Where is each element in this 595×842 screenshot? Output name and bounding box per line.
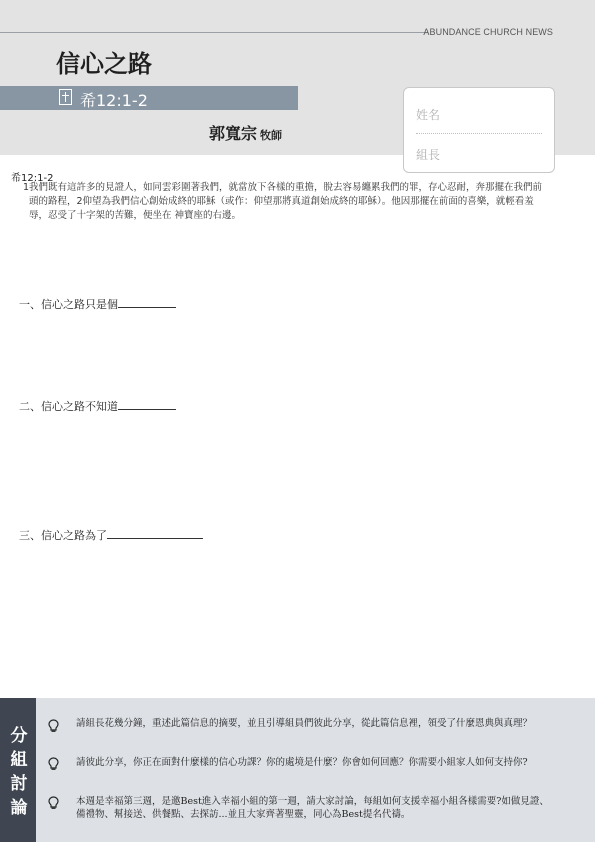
answer-blank-3[interactable] [107,528,203,539]
question-3-text: 三、信心之路為了 [19,529,107,542]
scripture-reference: 希12:1-2 [80,91,148,110]
sermon-title: 信心之路 [56,50,152,78]
question-1-text: 一、信心之路只是個 [19,298,118,311]
discussion-label-char: 分 [10,726,28,746]
discussion-label-char: 組 [10,750,28,770]
discussion-label [9,724,29,820]
passage-reference: 希12:1-2 [11,173,54,184]
name-field-label[interactable]: 姓名 [416,108,441,122]
answer-blank-1[interactable] [118,297,176,308]
pastor-title: 牧師 [260,129,283,142]
discussion-label-char: 論 [10,798,28,818]
lightbulb-icon [48,719,59,733]
question-1 [19,296,176,312]
dotted-divider [416,133,542,134]
answer-blank-2[interactable] [118,399,176,410]
question-2 [19,398,176,414]
discussion-question-1: 請組長花幾分鐘，重述此篇信息的摘要，並且引導組員們彼此分享，從此篇信息裡，領受了什麼恩典與真理？ [76,718,533,729]
scripture-bar [0,86,298,110]
question-2-text: 二、信心之路不知道 [19,400,118,413]
lightbulb-icon [48,757,59,771]
group-leader-field-label[interactable]: 組長 [416,148,441,162]
discussion-label-char: 討 [10,774,28,794]
bible-cross-icon [59,89,72,105]
lightbulb-icon [48,796,59,810]
discussion-question-2: 請彼此分享，你正在面對什麼樣的信心功課？你的處境是什麼？你會如何回應？你需要小組家人如何支持你? [76,757,528,768]
discussion-question-3: 本週是幸福第三週，是邀Best進入幸福小組的第一週，請大家討論，每組如何支援幸福小組各樣需要?如做見證、備禮物、幫接送、供餐點、去探訪...並且大家齊著聖靈，同心為Best提名代禱。 [76,796,549,820]
question-3 [19,527,203,543]
passage-text: 1我們既有這許多的見證人，如同雲彩圍著我們，就當放下各樣的重擔，脫去容易纏累我們的罪，存心忍耐，奔那擺在我們前頭的路程，2仰望為我們信心創始成終的耶穌（或作：仰望那將真道創始成終的耶穌）。他因那擺在前面的喜樂，就輕看羞辱，忍受了十字架的苦難，便坐在 神寶座的右邊。 [23,182,543,221]
pastor-line [209,121,282,144]
pastor-name: 郭寬宗 [209,124,258,143]
top-rule [0,32,428,33]
name-group-card [403,87,555,173]
church-name: ABUNDANCE CHURCH NEWS [423,27,553,37]
